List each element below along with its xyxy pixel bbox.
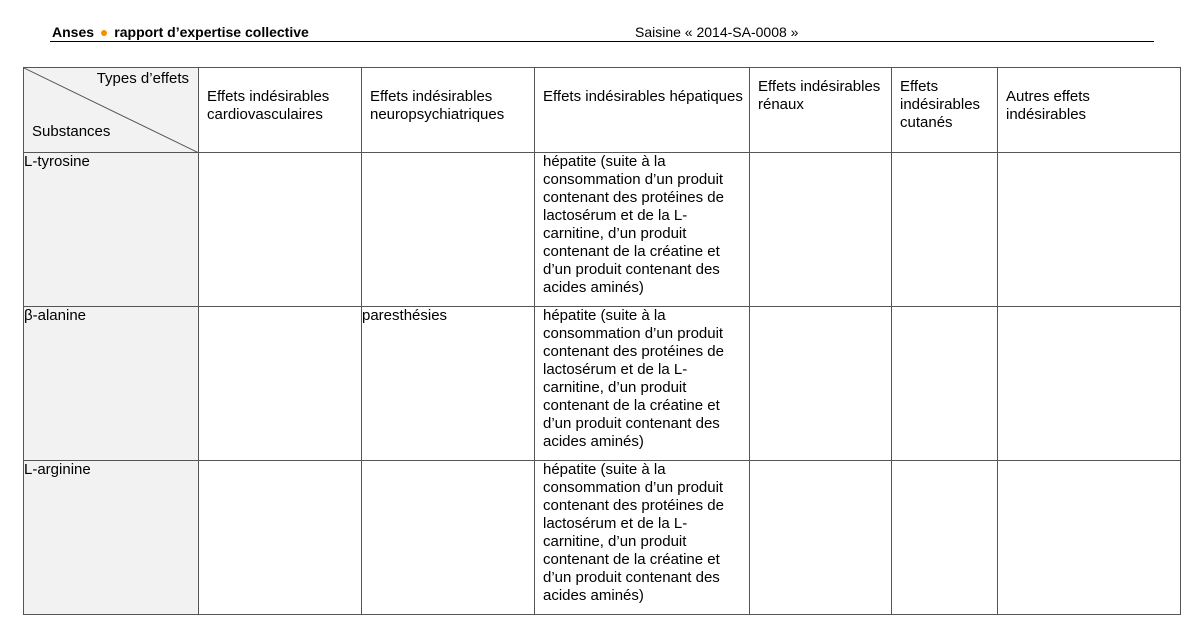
column-header-cardiovascular: Effets indésirables cardiovasculaires: [199, 68, 362, 153]
table-row: [24, 307, 1181, 461]
neuro-cell: [362, 153, 535, 307]
adverse-effects-table: [23, 67, 1181, 615]
renal-cell: [750, 461, 892, 615]
table-row: [24, 461, 1181, 615]
cutaneous-cell: [892, 153, 998, 307]
cardio-cell: [199, 153, 362, 307]
org-name: Anses: [52, 24, 95, 40]
hepatic-cell: [535, 153, 750, 307]
page-header: [50, 24, 1154, 42]
other-cell: [998, 153, 1181, 307]
cardio-cell: [199, 461, 362, 615]
cutaneous-cell: [892, 307, 998, 461]
column-header-renal: Effets indésirables rénaux: [750, 68, 892, 153]
hepatic-effect-text: hépatite (suite à la consommation d’un produit contenant des protéines de lactosérum et de la L-carnitine, d’un produit contenant de la créatine et d’un produit contenant des acides aminés): [543, 153, 724, 296]
renal-cell: [750, 307, 892, 461]
other-cell: [998, 307, 1181, 461]
bullet-icon: ●: [99, 24, 109, 40]
corner-label-substances: Substances: [32, 123, 111, 140]
cardio-cell: [199, 307, 362, 461]
report-title-block: [52, 24, 309, 41]
saisine-reference: Saisine « 2014-SA-0008 »: [635, 24, 799, 40]
column-header-neuropsychiatric: Effets indésirables neuropsychiatriques: [362, 68, 535, 153]
table-header-row: [24, 68, 1181, 153]
substance-cell: L-arginine: [24, 461, 199, 615]
hepatic-cell: [535, 461, 750, 615]
report-title: rapport d’expertise collective: [114, 24, 309, 40]
hepatic-effect-text: hépatite (suite à la consommation d’un produit contenant des protéines de lactosérum et de la L-carnitine, d’un produit contenant de la créatine et d’un produit contenant des acides aminés): [543, 307, 724, 450]
substance-cell: L-tyrosine: [24, 153, 199, 307]
substance-cell: β-alanine: [24, 307, 199, 461]
cutaneous-cell: [892, 461, 998, 615]
other-cell: [998, 461, 1181, 615]
column-header-cutaneous: Effets indésirables cutanés: [892, 68, 998, 153]
corner-label-effect-types: Types d’effets: [96, 70, 189, 87]
hepatic-cell: [535, 307, 750, 461]
column-header-other: Autres effets indésirables: [998, 68, 1181, 153]
hepatic-effect-text: hépatite (suite à la consommation d’un produit contenant des protéines de lactosérum et de la L-carnitine, d’un produit contenant de la créatine et d’un produit contenant des acides aminés): [543, 461, 724, 604]
renal-cell: [750, 153, 892, 307]
neuro-cell: [362, 461, 535, 615]
column-header-hepatic: Effets indésirables hépatiques: [535, 68, 750, 153]
neuro-cell: paresthésies: [362, 307, 535, 461]
corner-header-cell: [24, 68, 199, 153]
table-row: [24, 153, 1181, 307]
